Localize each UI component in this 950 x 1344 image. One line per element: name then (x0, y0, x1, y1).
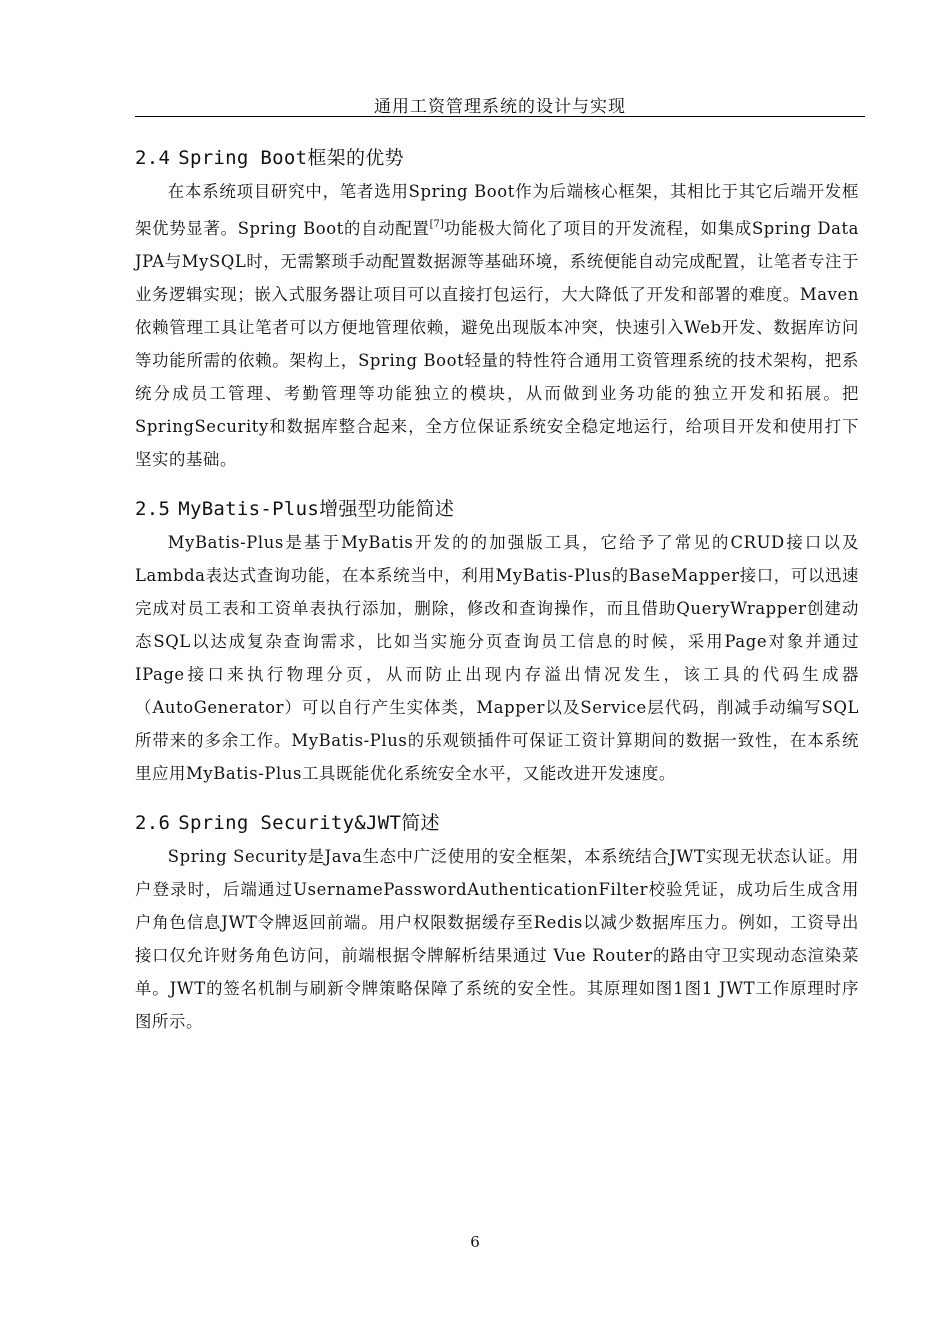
section-2-5 (135, 492, 859, 790)
section-title: Spring Boot框架的优势 (178, 147, 404, 169)
section-2-4 (135, 141, 859, 476)
paragraph-text: 在本系统项目研究中，笔者选用Spring Boot作为后端核心框架，其相比于其它后端开发框架优势显著。Spring Boot的自动配置 (135, 182, 859, 238)
section-heading (135, 492, 859, 526)
section-heading (135, 141, 859, 175)
section-heading (135, 806, 859, 840)
section-paragraph (135, 175, 859, 476)
section-paragraph: MyBatis-Plus是基于MyBatis开发的的加强版工具，它给予了常见的CRUD接口以及Lambda表达式查询功能，在本系统当中，利用MyBatis-Plus的BaseMapper接口，可以迅速完成对员工表和工资单表执行添加，删除，修改和查询操作，而且借助QueryWrapper创建动态SQL以达成复杂查询需求，比如当实施分页查询员工信息的时候，采用Page对象并通过IPage接口来执行物理分页，从而防止出现内存溢出情况发生，该工具的代码生成器（AutoGenerator）可以自行产生实体类，Mapper以及Service层代码，削减手动编写SQL所带来的多余工作。MyBatis-Plus的乐观锁插件可保证工资计算期间的数据一致性，在本系统里应用MyBatis-Plus工具既能优化系统安全水平，又能改进开发速度。 (135, 533, 859, 783)
running-header: 通用工资管理系统的设计与实现 (374, 97, 626, 117)
section-2-6 (135, 806, 859, 1038)
section-number: 2.5 (135, 498, 171, 520)
document-body (135, 133, 859, 1046)
section-paragraph: Spring Security是Java生态中广泛使用的安全框架，本系统结合JWT实现无状态认证。用户登录时，后端通过UsernamePasswordAuthenticationFilter校验凭证，成功后生成含用户角色信息JWT令牌返回前端。用户权限数据缓存至Redis以减少数据库压力。例如，工资导出接口仅允许财务角色访问，前端根据令牌解析结果通过 Vue Router的路由守卫实现动态渲染菜单。JWT的签名机制与刷新令牌策略保障了系统的安全性。其原理如图1图1 JWT工作原理时序图所示。 (135, 847, 859, 1031)
section-number: 2.4 (135, 147, 171, 169)
citation-reference[interactable]: [7] (429, 219, 444, 230)
page-number: 6 (470, 1233, 480, 1251)
header-rule (135, 116, 865, 117)
section-number: 2.6 (135, 812, 171, 834)
section-title: Spring Security&JWT简述 (178, 812, 440, 834)
section-title: MyBatis-Plus增强型功能简述 (178, 498, 455, 520)
paragraph-text: 功能极大简化了项目的开发流程，如集成Spring Data JPA与MySQL时，无需繁琐手动配置数据源等基础环境，系统便能自动完成配置，让笔者专注于业务逻辑实现；嵌入式服务器让项目可以直接打包运行，大大降低了开发和部署的难度。Maven依赖管理工具让笔者可以方便地管理依赖，避免出现版本冲突，快速引入Web开发、数据库访问等功能所需的依赖。架构上，Spring Boot轻量的特性符合通用工资管理系统的技术架构，把系统分成员工管理、考勤管理等功能独立的模块，从而做到业务功能的独立开发和拓展。把SpringSecurity和数据库整合起来，全方位保证系统安全稳定地运行，给项目开发和使用打下坚实的基础。 (135, 219, 860, 469)
